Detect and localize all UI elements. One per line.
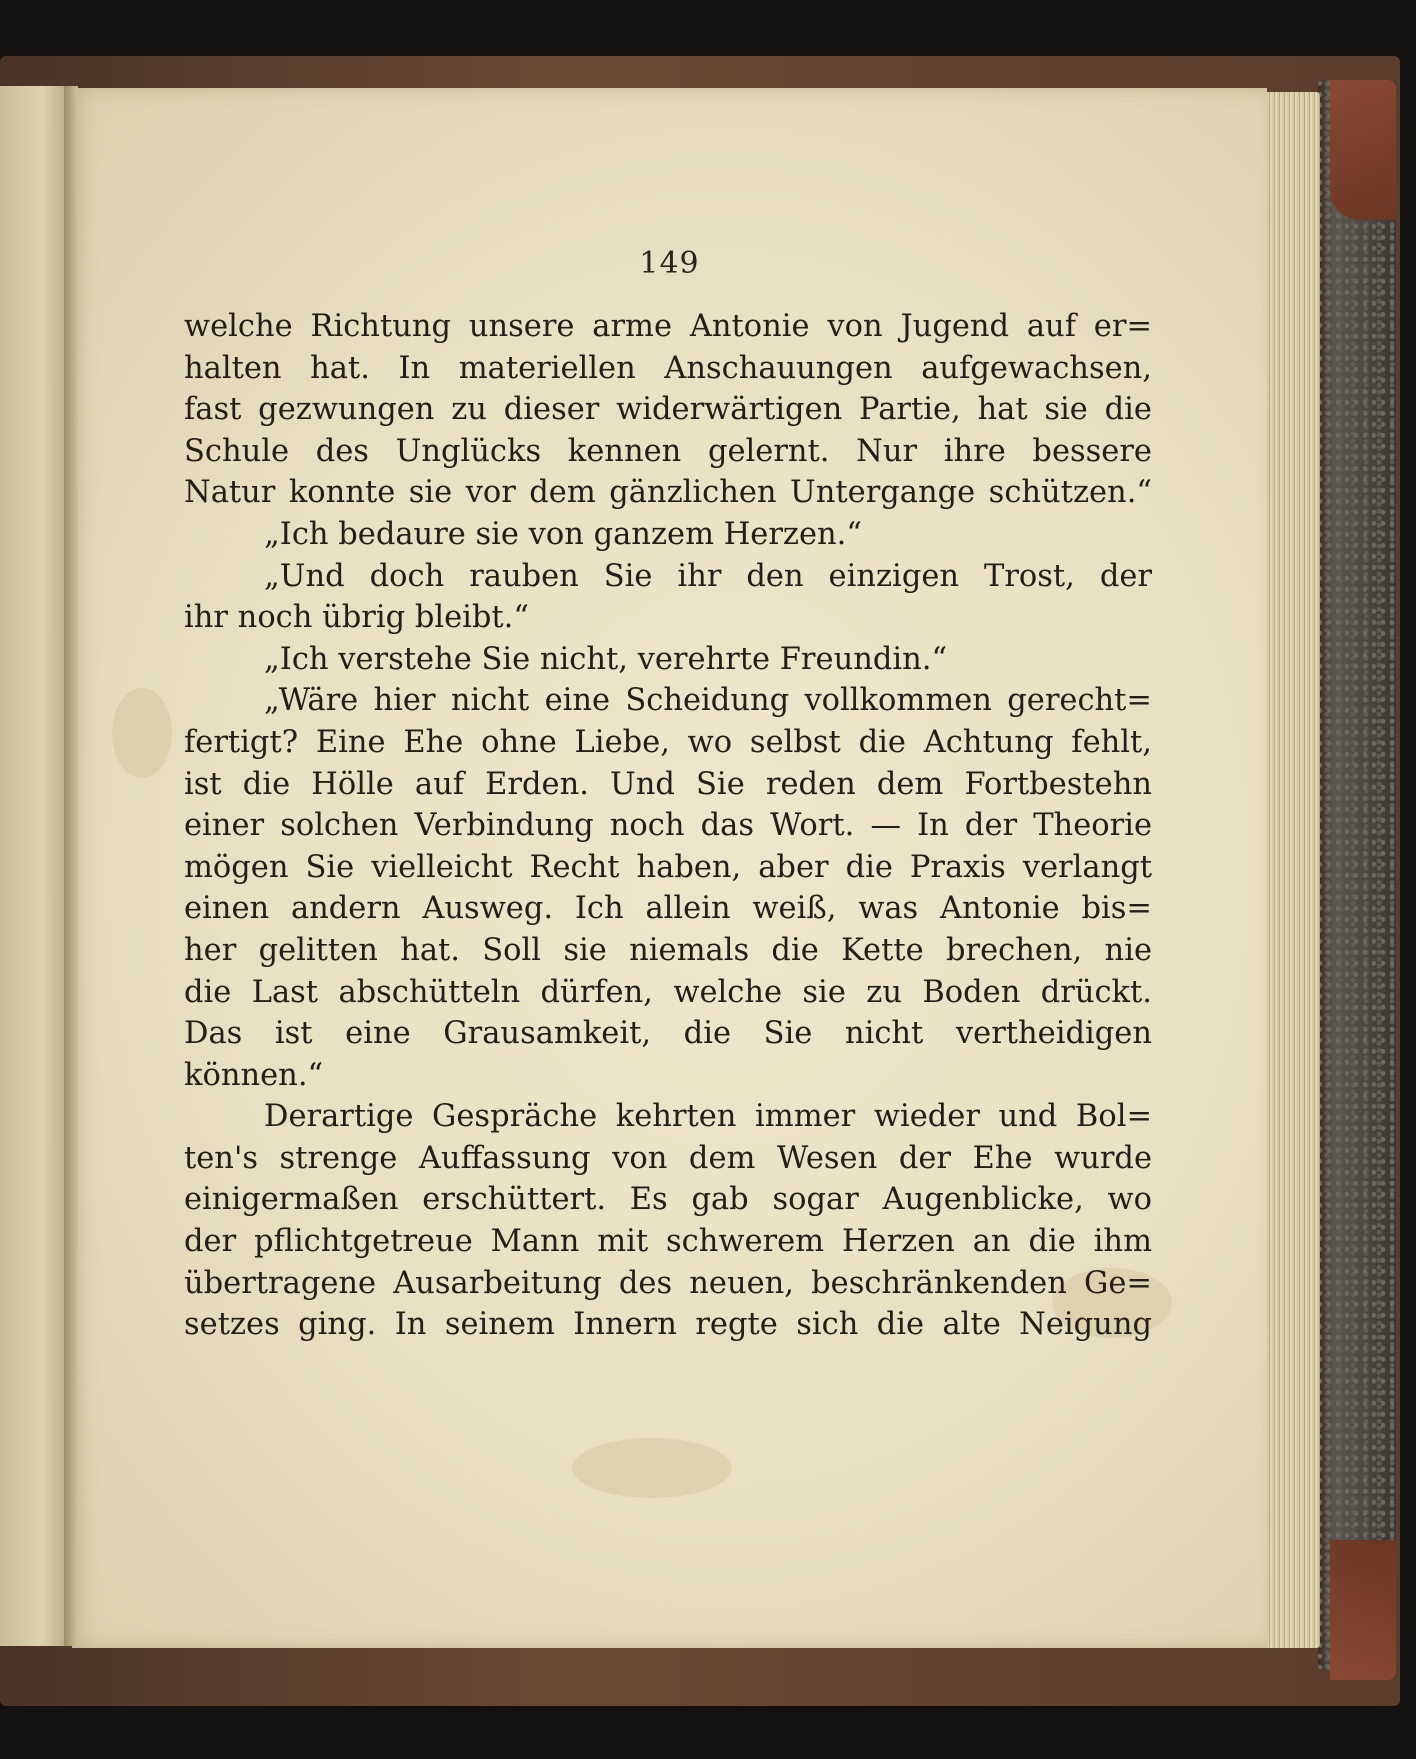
text-line: „Und doch rauben Sie ihr den einzigen Trost, der	[264, 558, 1152, 594]
text-line: „Ich verstehe Sie nicht, verehrte Freundin.“	[264, 641, 948, 677]
text-line: Derartige Gespräche kehrten immer wieder und Bol=	[264, 1099, 1152, 1135]
text-line: her gelitten hat. Soll sie niemals die Kette brechen, nie	[184, 932, 1152, 968]
text-line: Natur konnte sie vor dem gänzlichen Untergange schützen.“	[184, 475, 1152, 511]
left-page-edge	[0, 86, 70, 1646]
text-line: einigermaßen erschüttert. Es gab sogar Augenblicke, wo	[184, 1182, 1152, 1218]
text-line: fast gezwungen zu dieser widerwärtigen Partie, hat sie die	[184, 392, 1152, 428]
text-line: setzes ging. In seinem Innern regte sich die alte Neigung	[184, 1307, 1152, 1343]
text-line: Schule des Unglücks kennen gelernt. Nur ihre bessere	[184, 433, 1152, 469]
body-text	[184, 306, 1152, 1346]
text-line: einen andern Ausweg. Ich allein weiß, was Antonie bis=	[184, 891, 1152, 927]
paper-stain	[112, 688, 172, 778]
text-line: ten's strenge Auffassung von dem Wesen der Ehe wurde	[184, 1140, 1152, 1176]
text-line: ihr noch übrig bleibt.“	[184, 600, 529, 636]
text-line: ist die Hölle auf Erden. Und Sie reden dem Fortbestehn	[184, 766, 1152, 802]
text-line: fertigt? Eine Ehe ohne Liebe, wo selbst die Achtung fehlt,	[184, 724, 1152, 760]
text-line: können.“	[184, 1057, 324, 1093]
cover-corner-bottom	[1330, 1540, 1396, 1680]
text-line: die Last abschütteln dürfen, welche sie zu Boden drückt.	[184, 974, 1152, 1010]
page-edges	[1262, 92, 1320, 1648]
page-gutter	[64, 86, 78, 1646]
text-line: übertragene Ausarbeitung des neuen, beschränkenden Ge=	[184, 1265, 1152, 1301]
cover-corner-top	[1330, 80, 1396, 220]
page-number: 149	[639, 246, 700, 281]
text-line: „Wäre hier nicht eine Scheidung vollkommen gerecht=	[264, 683, 1152, 719]
text-line: welche Richtung unsere arme Antonie von Jugend auf er=	[184, 309, 1152, 344]
text-line: halten hat. In materiellen Anschauungen aufgewachsen,	[184, 350, 1152, 386]
cover-spine-edge	[1318, 80, 1396, 1670]
text-line: mögen Sie vielleicht Recht haben, aber die Praxis verlangt	[184, 849, 1152, 885]
text-line: der pflichtgetreue Mann mit schwerem Herzen an die ihm	[184, 1224, 1152, 1260]
text-line: Das ist eine Grausamkeit, die Sie nicht vertheidigen	[184, 1016, 1152, 1052]
text-line: einer solchen Verbindung noch das Wort. — In der Theorie	[184, 808, 1152, 844]
text-line: „Ich bedaure sie von ganzem Herzen.“	[264, 516, 862, 552]
book-page	[72, 88, 1267, 1648]
paper-stain	[572, 1438, 732, 1498]
